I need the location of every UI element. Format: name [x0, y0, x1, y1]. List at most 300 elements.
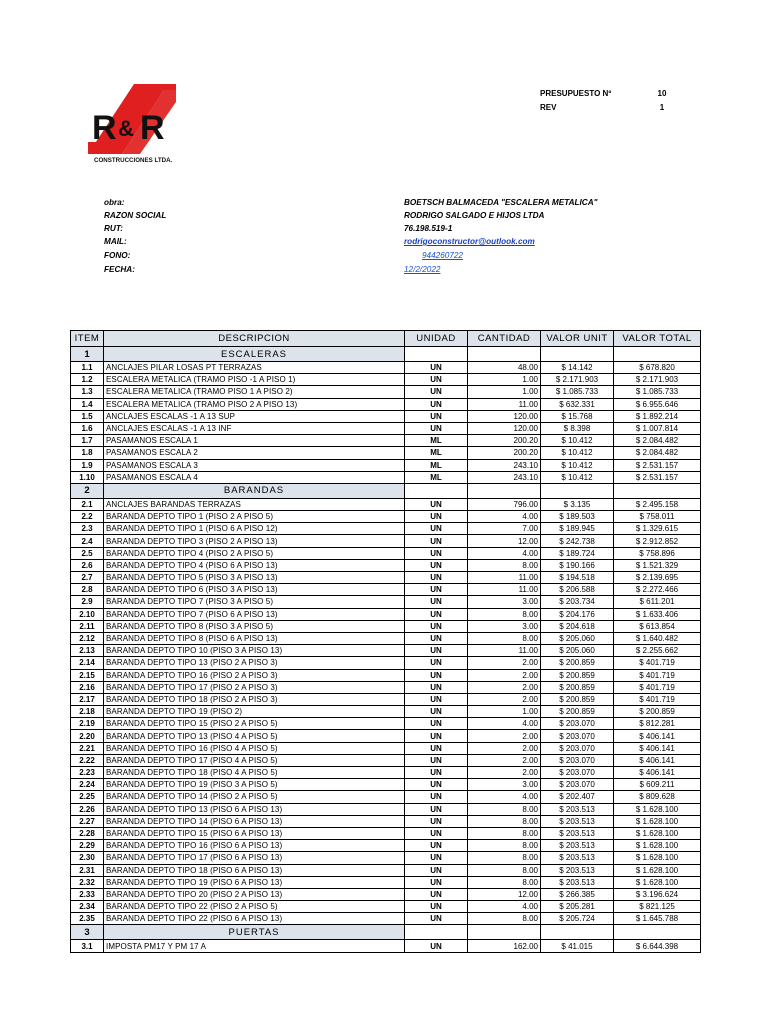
budget-info [540, 86, 672, 114]
item-number-cell: 2.7 [71, 572, 104, 584]
description-cell: BARANDA DEPTO TIPO 7 (PISO 6 A PISO 13) [104, 608, 405, 620]
unit-price-cell: $ 203.513 [541, 852, 614, 864]
description-cell: BARANDA DEPTO TIPO 16 (PISO 2 A PISO 3) [104, 669, 405, 681]
quantity-cell: 2.00 [468, 669, 541, 681]
unit-cell: UN [405, 901, 468, 913]
unit-price-cell: $ 10.412 [541, 471, 614, 483]
budget-number-value: 10 [657, 88, 667, 98]
unit-price-cell: $ 189.945 [541, 523, 614, 535]
description-cell: IMPOSTA PM17 Y PM 17 A [104, 940, 405, 952]
item-number-cell: 2.8 [71, 584, 104, 596]
table-row [71, 693, 701, 705]
fecha-value: 12/2/2022 [404, 264, 441, 274]
unit-cell: UN [405, 913, 468, 925]
total-cell: $ 1.628.100 [614, 840, 701, 852]
unit-cell: UN [405, 523, 468, 535]
total-cell: $ 809.628 [614, 791, 701, 803]
section-empty-cell [614, 483, 701, 498]
description-cell: BARANDA DEPTO TIPO 7 (PISO 3 A PISO 5) [104, 596, 405, 608]
description-cell: BARANDA DEPTO TIPO 15 (PISO 2 A PISO 5) [104, 718, 405, 730]
item-number-cell: 2.16 [71, 681, 104, 693]
budget-number-row [540, 86, 672, 100]
unit-cell: UN [405, 398, 468, 410]
svg-text:&: & [118, 116, 134, 141]
unit-cell: UN [405, 791, 468, 803]
item-number-cell: 2.19 [71, 718, 104, 730]
section-empty-cell [541, 925, 614, 940]
quantity-cell: 243.10 [468, 471, 541, 483]
total-cell: $ 821.125 [614, 901, 701, 913]
total-cell: $ 1.633.406 [614, 608, 701, 620]
project-info [104, 196, 598, 276]
unit-cell: UN [405, 645, 468, 657]
total-cell: $ 3.196.624 [614, 888, 701, 900]
total-cell: $ 6.644.398 [614, 940, 701, 952]
quantity-cell: 12.00 [468, 888, 541, 900]
svg-text:R: R [92, 109, 117, 147]
budget-table [70, 330, 701, 953]
quantity-cell: 8.00 [468, 815, 541, 827]
rut-value: 76.198.519-1 [404, 224, 453, 233]
description-cell: BARANDA DEPTO TIPO 18 (PISO 2 A PISO 3) [104, 693, 405, 705]
quantity-cell: 8.00 [468, 876, 541, 888]
total-cell: $ 1.329.615 [614, 523, 701, 535]
total-cell: $ 2.255.662 [614, 645, 701, 657]
unit-cell: ML [405, 459, 468, 471]
item-number-cell: 1.10 [71, 471, 104, 483]
quantity-cell: 2.00 [468, 742, 541, 754]
description-cell: BARANDA DEPTO TIPO 17 (PISO 2 A PISO 3) [104, 681, 405, 693]
unit-cell: UN [405, 511, 468, 523]
quantity-cell: 4.00 [468, 791, 541, 803]
item-number-cell: 2.15 [71, 669, 104, 681]
mail-row [104, 235, 598, 248]
section-header-row [71, 347, 701, 362]
unit-cell: UN [405, 718, 468, 730]
quantity-cell: 162.00 [468, 940, 541, 952]
table-row [71, 362, 701, 374]
quantity-cell: 12.00 [468, 535, 541, 547]
description-cell: ESCALERA METALICA (TRAMO PISO 2 A PISO 13) [104, 398, 405, 410]
description-cell: BARANDA DEPTO TIPO 1 (PISO 2 A PISO 5) [104, 511, 405, 523]
section-number: 1 [71, 347, 104, 362]
unit-price-cell: $ 14.142 [541, 362, 614, 374]
description-cell: PASAMANOS ESCALA 4 [104, 471, 405, 483]
quantity-cell: 8.00 [468, 864, 541, 876]
item-number-cell: 2.9 [71, 596, 104, 608]
table-row [71, 608, 701, 620]
unit-cell: UN [405, 620, 468, 632]
total-cell: $ 2.495.158 [614, 498, 701, 510]
unit-cell: UN [405, 596, 468, 608]
total-cell: $ 1.628.100 [614, 876, 701, 888]
quantity-cell: 200.20 [468, 435, 541, 447]
description-cell: BARANDA DEPTO TIPO 19 (PISO 6 A PISO 13) [104, 876, 405, 888]
unit-price-cell: $ 206.588 [541, 584, 614, 596]
description-cell: BARANDA DEPTO TIPO 22 (PISO 2 A PISO 5) [104, 901, 405, 913]
description-cell: BARANDA DEPTO TIPO 13 (PISO 6 A PISO 13) [104, 803, 405, 815]
table-row [71, 459, 701, 471]
description-cell: BARANDA DEPTO TIPO 22 (PISO 6 A PISO 13) [104, 913, 405, 925]
quantity-cell: 4.00 [468, 511, 541, 523]
item-number-cell: 2.5 [71, 547, 104, 559]
unit-cell: UN [405, 572, 468, 584]
table-row [71, 901, 701, 913]
unit-cell: UN [405, 754, 468, 766]
mail-label: MAIL: [104, 237, 127, 246]
item-number-cell: 1.7 [71, 435, 104, 447]
quantity-cell: 2.00 [468, 754, 541, 766]
total-cell: $ 1.892.214 [614, 410, 701, 422]
table-row [71, 645, 701, 657]
item-number-cell: 2.14 [71, 657, 104, 669]
description-cell: BARANDA DEPTO TIPO 4 (PISO 2 A PISO 5) [104, 547, 405, 559]
table-row [71, 386, 701, 398]
quantity-cell: 2.00 [468, 657, 541, 669]
description-cell: BARANDA DEPTO TIPO 20 (PISO 2 A PISO 13) [104, 888, 405, 900]
table-row [71, 596, 701, 608]
total-cell: $ 812.281 [614, 718, 701, 730]
item-number-cell: 2.29 [71, 840, 104, 852]
table-row [71, 791, 701, 803]
item-number-cell: 2.24 [71, 779, 104, 791]
total-cell: $ 609.211 [614, 779, 701, 791]
item-number-cell: 2.3 [71, 523, 104, 535]
description-cell: ANCLAJES ESCALAS -1 A 13 SUP [104, 410, 405, 422]
unit-cell: UN [405, 547, 468, 559]
section-empty-cell [614, 925, 701, 940]
table-row [71, 803, 701, 815]
quantity-cell: 4.00 [468, 718, 541, 730]
unit-price-cell: $ 10.412 [541, 459, 614, 471]
column-header-unit: UNIDAD [405, 331, 468, 347]
unit-cell: UN [405, 559, 468, 571]
item-number-cell: 2.13 [71, 645, 104, 657]
item-number-cell: 2.1 [71, 498, 104, 510]
unit-price-cell: $ 2.171.903 [541, 374, 614, 386]
table-row [71, 535, 701, 547]
unit-price-cell: $ 194.518 [541, 572, 614, 584]
table-row [71, 435, 701, 447]
razon-social-value: RODRIGO SALGADO E HIJOS LTDA [404, 211, 545, 220]
fono-row [104, 248, 598, 262]
unit-cell: UN [405, 706, 468, 718]
total-cell: $ 1.628.100 [614, 827, 701, 839]
unit-cell: UN [405, 840, 468, 852]
item-number-cell: 2.11 [71, 620, 104, 632]
item-number-cell: 2.23 [71, 767, 104, 779]
quantity-cell: 8.00 [468, 803, 541, 815]
item-number-cell: 2.10 [71, 608, 104, 620]
total-cell: $ 406.141 [614, 754, 701, 766]
unit-price-cell: $ 189.503 [541, 511, 614, 523]
quantity-cell: 8.00 [468, 913, 541, 925]
razon-social-label: RAZON SOCIAL [104, 211, 167, 220]
table-row [71, 498, 701, 510]
description-cell: BARANDA DEPTO TIPO 13 (PISO 4 A PISO 5) [104, 730, 405, 742]
unit-price-cell: $ 203.513 [541, 840, 614, 852]
unit-price-cell: $ 202.407 [541, 791, 614, 803]
quantity-cell: 3.00 [468, 620, 541, 632]
unit-price-cell: $ 203.070 [541, 742, 614, 754]
total-cell: $ 1.628.100 [614, 864, 701, 876]
total-cell: $ 1.628.100 [614, 852, 701, 864]
total-cell: $ 401.719 [614, 657, 701, 669]
section-empty-cell [468, 925, 541, 940]
description-cell: BARANDA DEPTO TIPO 16 (PISO 4 A PISO 5) [104, 742, 405, 754]
quantity-cell: 8.00 [468, 852, 541, 864]
unit-cell: UN [405, 888, 468, 900]
revision-row [540, 100, 672, 114]
mail-link[interactable]: rodrigoconstructor@outlook.com [404, 237, 535, 246]
column-header-total: VALOR TOTAL [614, 331, 701, 347]
total-cell: $ 401.719 [614, 693, 701, 705]
rut-row [104, 222, 598, 235]
quantity-cell: 1.00 [468, 374, 541, 386]
description-cell: BARANDA DEPTO TIPO 13 (PISO 2 A PISO 3) [104, 657, 405, 669]
table-row [71, 669, 701, 681]
table-header-row [71, 331, 701, 347]
total-cell: $ 611.201 [614, 596, 701, 608]
table-body [71, 347, 701, 953]
unit-cell: UN [405, 681, 468, 693]
description-cell: BARANDA DEPTO TIPO 14 (PISO 2 A PISO 5) [104, 791, 405, 803]
column-header-quantity: CANTIDAD [468, 331, 541, 347]
item-number-cell: 3.1 [71, 940, 104, 952]
unit-cell: UN [405, 657, 468, 669]
table-row [71, 840, 701, 852]
unit-price-cell: $ 10.412 [541, 447, 614, 459]
description-cell: ESCALERA METALICA (TRAMO PISO 1 A PISO 2) [104, 386, 405, 398]
unit-cell: UN [405, 422, 468, 434]
obra-row [104, 196, 598, 209]
unit-price-cell: $ 203.070 [541, 754, 614, 766]
item-number-cell: 2.32 [71, 876, 104, 888]
description-cell: BARANDA DEPTO TIPO 18 (PISO 4 A PISO 5) [104, 767, 405, 779]
unit-price-cell: $ 3.135 [541, 498, 614, 510]
quantity-cell: 120.00 [468, 410, 541, 422]
section-title: BARANDAS [104, 483, 405, 498]
section-title: ESCALERAS [104, 347, 405, 362]
description-cell: ANCLAJES PILAR LOSAS PT TERRAZAS [104, 362, 405, 374]
table-row [71, 767, 701, 779]
unit-cell: UN [405, 386, 468, 398]
total-cell: $ 406.141 [614, 767, 701, 779]
total-cell: $ 678.820 [614, 362, 701, 374]
quantity-cell: 1.00 [468, 386, 541, 398]
description-cell: BARANDA DEPTO TIPO 16 (PISO 6 A PISO 13) [104, 840, 405, 852]
quantity-cell: 4.00 [468, 547, 541, 559]
unit-price-cell: $ 1.085.733 [541, 386, 614, 398]
revision-label: REV [540, 102, 557, 112]
total-cell: $ 401.719 [614, 669, 701, 681]
unit-price-cell: $ 205.060 [541, 632, 614, 644]
unit-price-cell: $ 200.859 [541, 693, 614, 705]
item-number-cell: 1.4 [71, 398, 104, 410]
item-number-cell: 2.28 [71, 827, 104, 839]
description-cell: PASAMANOS ESCALA 3 [104, 459, 405, 471]
table-row [71, 706, 701, 718]
quantity-cell: 11.00 [468, 572, 541, 584]
unit-price-cell: $ 203.513 [541, 803, 614, 815]
unit-price-cell: $ 190.166 [541, 559, 614, 571]
section-empty-cell [468, 483, 541, 498]
unit-cell: UN [405, 864, 468, 876]
column-header-description: DESCRIPCION [104, 331, 405, 347]
unit-cell: UN [405, 669, 468, 681]
fono-label: FONO: [104, 250, 131, 260]
table-row [71, 559, 701, 571]
unit-price-cell: $ 203.070 [541, 779, 614, 791]
table-row [71, 940, 701, 952]
unit-cell: UN [405, 815, 468, 827]
unit-cell: UN [405, 410, 468, 422]
unit-cell: UN [405, 940, 468, 952]
description-cell: BARANDA DEPTO TIPO 6 (PISO 3 A PISO 13) [104, 584, 405, 596]
table-row [71, 754, 701, 766]
quantity-cell: 120.00 [468, 422, 541, 434]
unit-price-cell: $ 203.513 [541, 827, 614, 839]
unit-cell: UN [405, 876, 468, 888]
quantity-cell: 11.00 [468, 645, 541, 657]
total-cell: $ 406.141 [614, 730, 701, 742]
unit-cell: UN [405, 730, 468, 742]
quantity-cell: 796.00 [468, 498, 541, 510]
item-number-cell: 2.18 [71, 706, 104, 718]
svg-text:CONSTRUCCIONES LTDA.: CONSTRUCCIONES LTDA. [94, 157, 173, 164]
table-row [71, 632, 701, 644]
table-row [71, 471, 701, 483]
unit-cell: UN [405, 827, 468, 839]
description-cell: BARANDA DEPTO TIPO 19 (PISO 3 A PISO 5) [104, 779, 405, 791]
description-cell: BARANDA DEPTO TIPO 17 (PISO 4 A PISO 5) [104, 754, 405, 766]
description-cell: BARANDA DEPTO TIPO 18 (PISO 6 A PISO 13) [104, 864, 405, 876]
unit-cell: UN [405, 584, 468, 596]
quantity-cell: 3.00 [468, 779, 541, 791]
unit-cell: ML [405, 471, 468, 483]
quantity-cell: 48.00 [468, 362, 541, 374]
section-number: 3 [71, 925, 104, 940]
unit-cell: UN [405, 693, 468, 705]
section-empty-cell [405, 483, 468, 498]
unit-cell: UN [405, 852, 468, 864]
item-number-cell: 1.9 [71, 459, 104, 471]
total-cell: $ 758.011 [614, 511, 701, 523]
total-cell: $ 1.628.100 [614, 815, 701, 827]
unit-price-cell: $ 200.859 [541, 657, 614, 669]
section-empty-cell [405, 925, 468, 940]
table-row [71, 657, 701, 669]
table-row [71, 523, 701, 535]
description-cell: PASAMANOS ESCALA 1 [104, 435, 405, 447]
table-row [71, 730, 701, 742]
table-row [71, 547, 701, 559]
unit-price-cell: $ 205.281 [541, 901, 614, 913]
table-row [71, 620, 701, 632]
section-empty-cell [468, 347, 541, 362]
total-cell: $ 1.007.814 [614, 422, 701, 434]
item-number-cell: 2.35 [71, 913, 104, 925]
quantity-cell: 2.00 [468, 767, 541, 779]
table-row [71, 779, 701, 791]
unit-price-cell: $ 632.331 [541, 398, 614, 410]
item-number-cell: 2.2 [71, 511, 104, 523]
unit-cell: UN [405, 362, 468, 374]
table-row [71, 864, 701, 876]
quantity-cell: 11.00 [468, 398, 541, 410]
quantity-cell: 2.00 [468, 730, 541, 742]
unit-price-cell: $ 205.724 [541, 913, 614, 925]
unit-price-cell: $ 41.015 [541, 940, 614, 952]
description-cell: BARANDA DEPTO TIPO 14 (PISO 6 A PISO 13) [104, 815, 405, 827]
total-cell: $ 2.531.157 [614, 459, 701, 471]
company-logo [88, 84, 184, 166]
description-cell: BARANDA DEPTO TIPO 5 (PISO 3 A PISO 13) [104, 572, 405, 584]
unit-cell: UN [405, 779, 468, 791]
total-cell: $ 406.141 [614, 742, 701, 754]
unit-price-cell: $ 205.060 [541, 645, 614, 657]
unit-cell: UN [405, 498, 468, 510]
table-row [71, 681, 701, 693]
quantity-cell: 4.00 [468, 901, 541, 913]
item-number-cell: 2.17 [71, 693, 104, 705]
unit-price-cell: $ 203.070 [541, 767, 614, 779]
total-cell: $ 2.272.466 [614, 584, 701, 596]
item-number-cell: 1.8 [71, 447, 104, 459]
total-cell: $ 401.719 [614, 681, 701, 693]
total-cell: $ 1.628.100 [614, 803, 701, 815]
company-logo-graphic [88, 84, 184, 166]
table-row [71, 876, 701, 888]
table-row [71, 742, 701, 754]
total-cell: $ 2.084.482 [614, 435, 701, 447]
section-header-row [71, 483, 701, 498]
description-cell: ANCLAJES BARANDAS TERRAZAS [104, 498, 405, 510]
unit-price-cell: $ 200.859 [541, 681, 614, 693]
unit-price-cell: $ 203.513 [541, 876, 614, 888]
unit-price-cell: $ 10.412 [541, 435, 614, 447]
item-number-cell: 1.3 [71, 386, 104, 398]
table-row [71, 888, 701, 900]
description-cell: BARANDA DEPTO TIPO 8 (PISO 3 A PISO 5) [104, 620, 405, 632]
fecha-label: FECHA: [104, 264, 135, 274]
item-number-cell: 2.21 [71, 742, 104, 754]
item-number-cell: 2.33 [71, 888, 104, 900]
quantity-cell: 8.00 [468, 608, 541, 620]
quantity-cell: 7.00 [468, 523, 541, 535]
total-cell: $ 2.912.852 [614, 535, 701, 547]
unit-price-cell: $ 204.618 [541, 620, 614, 632]
table-row [71, 815, 701, 827]
item-number-cell: 1.1 [71, 362, 104, 374]
quantity-cell: 2.00 [468, 681, 541, 693]
razon-social-row [104, 209, 598, 222]
total-cell: $ 6.955.646 [614, 398, 701, 410]
item-number-cell: 2.25 [71, 791, 104, 803]
unit-price-cell: $ 15.768 [541, 410, 614, 422]
fono-link[interactable]: 944260722 [422, 250, 463, 260]
table-row [71, 718, 701, 730]
unit-price-cell: $ 203.070 [541, 730, 614, 742]
total-cell: $ 613.854 [614, 620, 701, 632]
fecha-row [104, 262, 598, 276]
quantity-cell: 11.00 [468, 584, 541, 596]
quantity-cell: 200.20 [468, 447, 541, 459]
unit-price-cell: $ 203.734 [541, 596, 614, 608]
item-number-cell: 1.2 [71, 374, 104, 386]
unit-cell: UN [405, 742, 468, 754]
table-row [71, 913, 701, 925]
